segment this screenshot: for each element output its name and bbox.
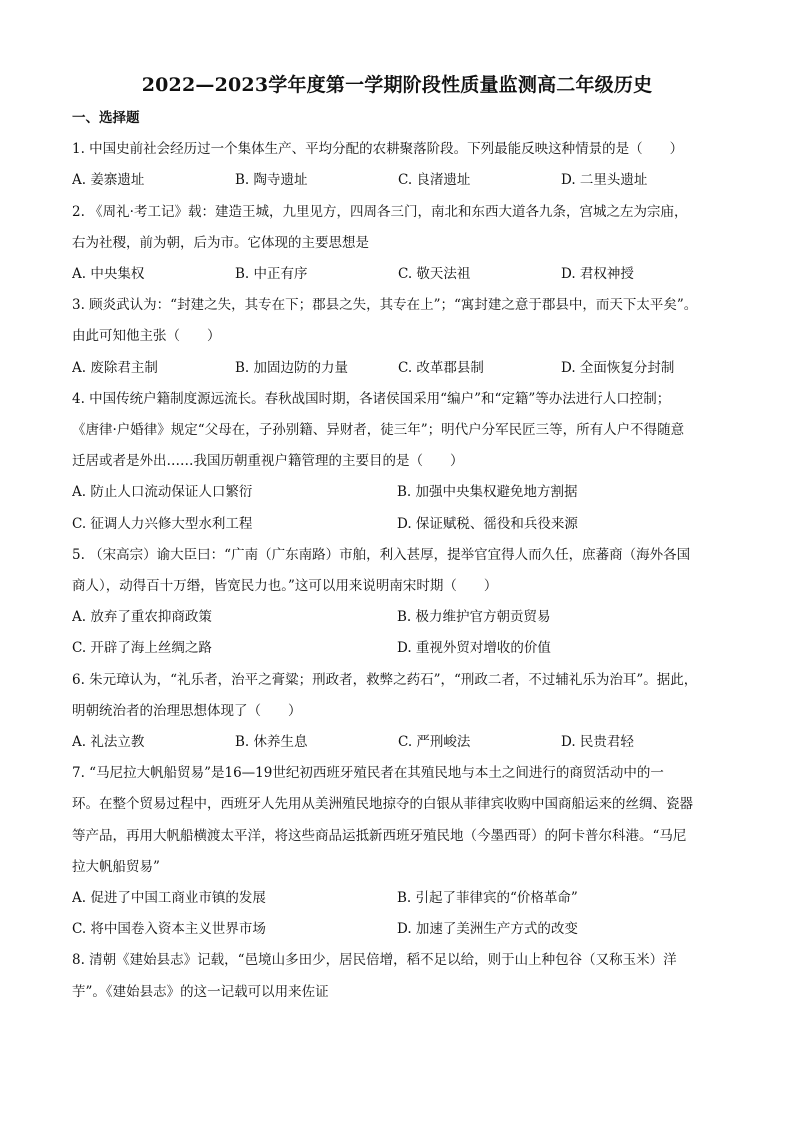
question-5-options-row-2 <box>72 633 726 664</box>
question-1-stem: 1. 中国史前社会经历过一个集体生产、平均分配的农耕聚落阶段。下列最能反映这种情景的是（ ） <box>72 141 684 158</box>
q4-option-d: D. 保证赋税、徭役和兵役来源 <box>397 515 578 532</box>
q7-option-b: B. 引起了菲律宾的“价格革命” <box>397 890 578 907</box>
q4-option-c: C. 征调人力兴修大型水利工程 <box>72 515 253 532</box>
q1-option-b: B. 陶寺遗址 <box>235 172 308 189</box>
question-2-line-1: 2. 《周礼·考工记》载：建造王城，九里见方，四周各三门，南北和东西大道各九条，宫城之左为宗庙， <box>72 203 688 220</box>
question-7-line-4: 拉大帆船贸易” <box>72 858 160 875</box>
q6-option-b: B. 休养生息 <box>235 734 308 751</box>
q3-option-b: B. 加固边防的力量 <box>235 359 349 376</box>
question-3-line-2: 由此可知他主张（ ） <box>72 328 221 345</box>
question-3-options <box>72 353 726 384</box>
question-6-line-2: 明朝统治者的治理思想体现了（ ） <box>72 702 302 719</box>
q2-option-b: B. 中正有序 <box>235 266 308 283</box>
question-5-line-1: 5. （宋高宗）谕大臣曰：“广南（广东南路）市舶，利入甚厚，提举官宜得人而久任，庶蕃商（海外各国 <box>72 546 691 563</box>
q5-option-b: B. 极力维护官方朝贡贸易 <box>397 609 551 626</box>
q2-option-d: D. 君权神授 <box>561 266 634 283</box>
q3-option-c: C. 改革郡县制 <box>398 359 484 376</box>
q3-option-a: A. 废除君主制 <box>72 359 158 376</box>
exam-content <box>72 103 726 1008</box>
question-2-line-2: 右为社稷，前为朝，后为市。它体现的主要思想是 <box>72 234 369 251</box>
question-3-line-1: 3. 顾炎武认为：“封建之失，其专在下；郡县之失，其专在上”；“寓封建之意于郡县中，而天下太平矣”。 <box>72 297 698 314</box>
q5-option-a: A. 放弃了重农抑商政策 <box>72 609 212 626</box>
q1-option-d: D. 二里头遗址 <box>561 172 648 189</box>
q5-option-c: C. 开辟了海上丝绸之路 <box>72 640 212 657</box>
question-6-line-1: 6. 朱元璋认为，“礼乐者，治平之膏粱；刑政者，救弊之药石”，“刑政二者，不过辅礼乐为治耳”。据此， <box>72 671 698 688</box>
question-4-line-3: 迁居或者是外出……我国历朝重视户籍管理的主要目的是（ ） <box>72 453 464 470</box>
q6-option-a: A. 礼法立教 <box>72 734 145 751</box>
q7-option-d: D. 加速了美洲生产方式的改变 <box>397 921 578 938</box>
question-2-options <box>72 259 726 290</box>
question-4-line-1: 4. 中国传统户籍制度源远流长。春秋战国时期，各诸侯国采用“编户”和“定籍”等办法进行人口控制； <box>72 390 671 407</box>
q6-option-d: D. 民贵君轻 <box>561 734 634 751</box>
question-7-line-3: 等产品，再用大帆船横渡太平洋，将这些商品运抵新西班牙殖民地（今墨西哥）的阿卡普尔科港。“马尼 <box>72 827 687 844</box>
q5-option-d: D. 重视外贸对增收的价值 <box>397 640 551 657</box>
question-1-options <box>72 165 726 196</box>
q2-option-a: A. 中央集权 <box>72 266 145 283</box>
question-6-options <box>72 727 726 758</box>
question-4-options-row-1 <box>72 477 726 508</box>
question-7-options-row-2 <box>72 914 726 945</box>
question-7-line-2: 环。在整个贸易过程中，西班牙人先用从美洲殖民地掠夺的白银从菲律宾收购中国商船运来的丝绸、瓷器 <box>72 796 693 813</box>
question-7-options-row-1 <box>72 883 726 914</box>
q7-option-a: A. 促进了中国工商业市镇的发展 <box>72 890 266 907</box>
exam-title: 2022—2023学年度第一学期阶段性质量监测高二年级历史 <box>141 74 653 96</box>
question-8-line-2: 芋”。《建始县志》的这一记载可以用来佐证 <box>72 983 329 1000</box>
section-heading: 一、选择题 <box>72 110 140 126</box>
question-8-line-1: 8. 清朝《建始县志》记载，“邑境山多田少，居民倍增，稻不足以给，则于山上种包谷（又称玉米）洋 <box>72 952 677 969</box>
q7-option-c: C. 将中国卷入资本主义世界市场 <box>72 921 266 938</box>
q6-option-c: C. 严刑峻法 <box>398 734 471 751</box>
question-5-options-row-1 <box>72 602 726 633</box>
question-7-line-1: 7. “马尼拉大帆船贸易”是16—19世纪初西班牙殖民者在其殖民地与本土之间进行的商贸活动中的一 <box>72 765 664 782</box>
q3-option-d: D. 全面恢复分封制 <box>561 359 675 376</box>
question-4-options-row-2 <box>72 509 726 540</box>
q1-option-c: C. 良渚遗址 <box>398 172 471 189</box>
q1-option-a: A. 姜寨遗址 <box>72 172 145 189</box>
q4-option-b: B. 加强中央集权避免地方割据 <box>397 484 578 501</box>
q4-option-a: A. 防止人口流动保证人口繁衍 <box>72 484 253 501</box>
question-4-line-2: 《唐律·户婚律》规定“父母在，子孙别籍、异财者，徒三年”；明代户分军民匠三等，所有人户不得随意 <box>72 422 685 439</box>
q2-option-c: C. 敬天法祖 <box>398 266 471 283</box>
question-5-line-2: 商人），动得百十万缗，皆宽民力也。”这可以用来说明南宋时期（ ） <box>72 578 498 595</box>
